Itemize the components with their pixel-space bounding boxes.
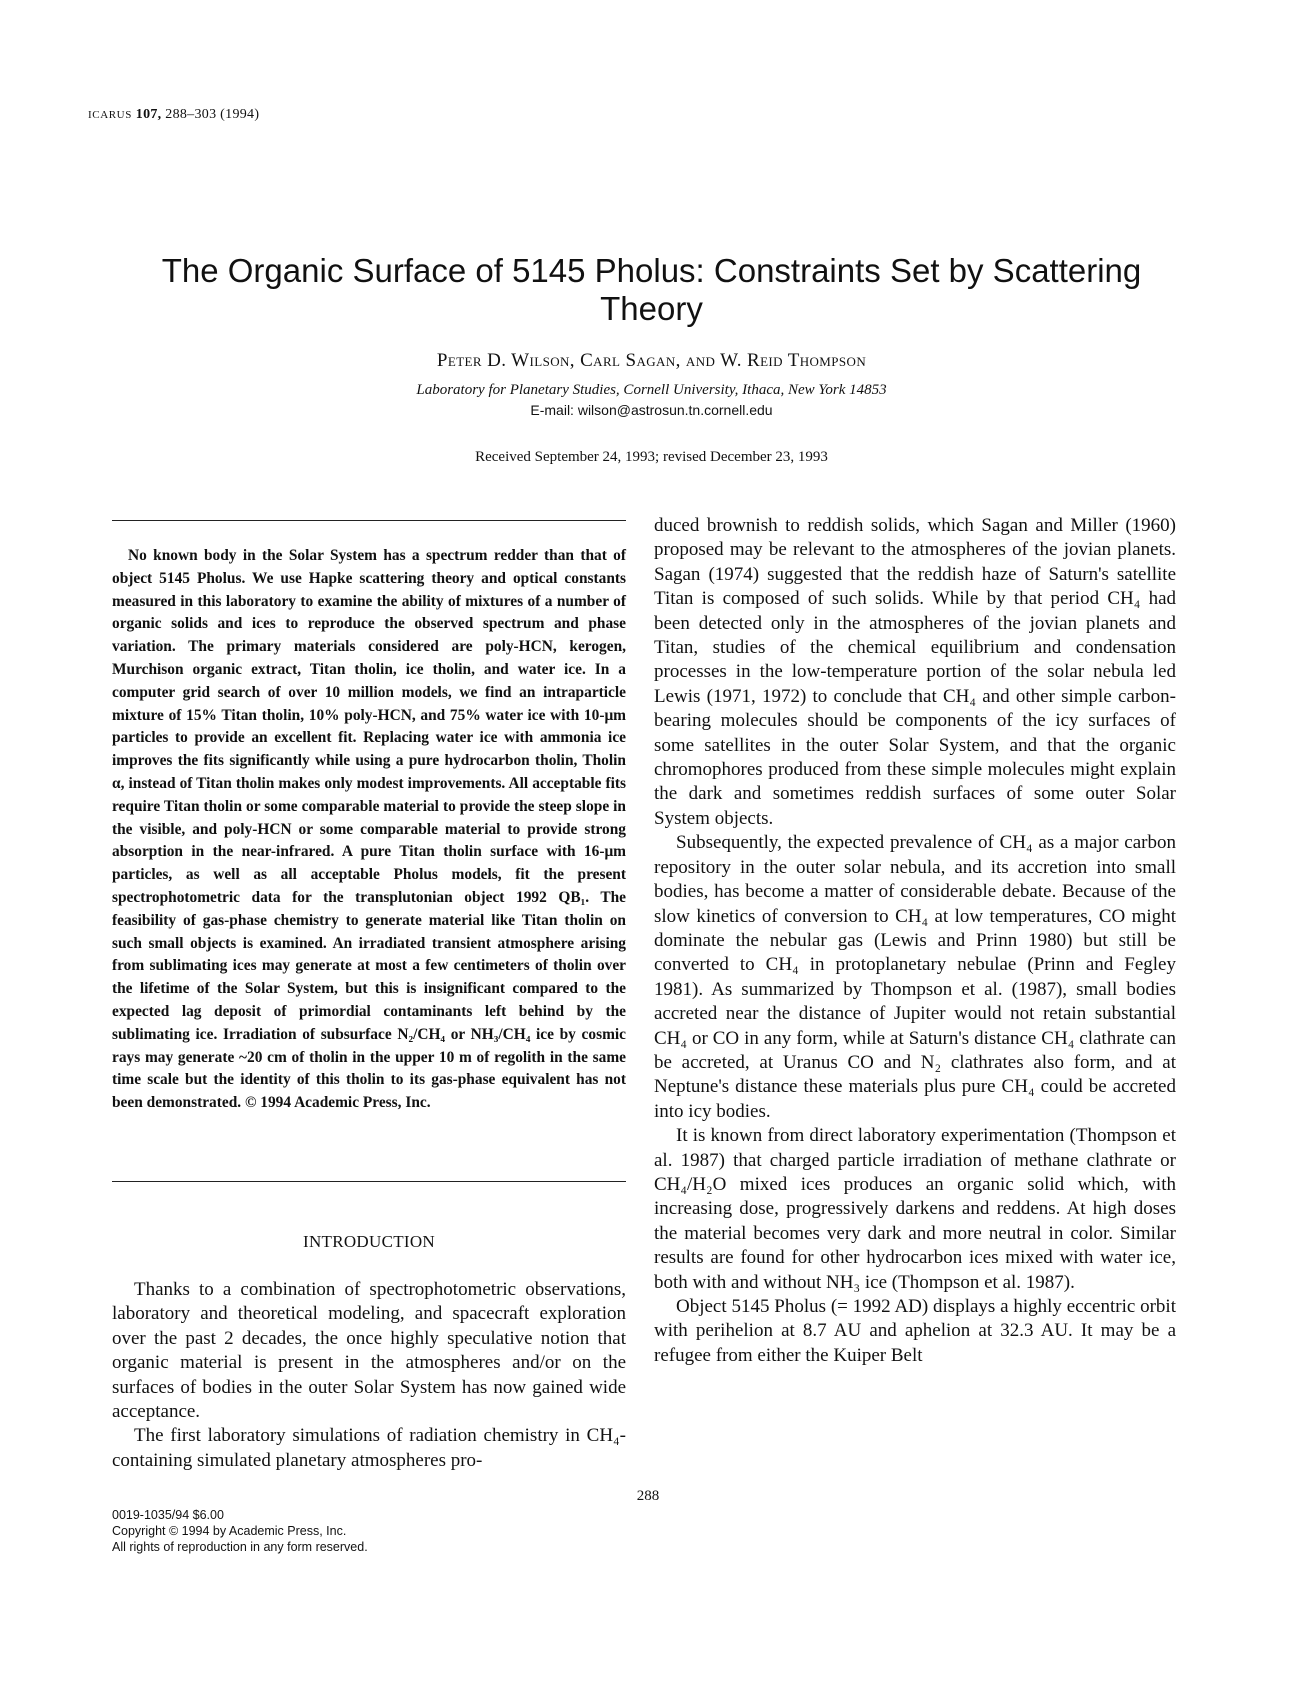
body-paragraph: It is known from direct laboratory experimentation (Thompson et al. 1987) that charged particle irradiation of methane clathrate or CH₄/H₂O mixed ices produces an organic solid which, with increasing dose, progressively darkens and reddens. At high doses the material becomes very dark and more neutral in color. Similar results are found for other hydrocarbon ices mixed with water ice, both with and without NH₃ ice (Thompson et al. 1987). xyxy=(654,1125,1176,1293)
body-paragraph: The first laboratory simulations of radiation chemistry in CH₄-containing simulated planetary atmospheres pro- xyxy=(112,1425,626,1471)
copyright-footer xyxy=(112,1507,368,1555)
body-paragraph: Thanks to a combination of spectrophotometric observations, laboratory and theoretical modeling, and spacecraft exploration over the past 2 decades, the once highly speculative notion that organic material is present in the atmospheres and/or on the surfaces of bodies in the outer Solar System has now gained wide acceptance. xyxy=(112,1279,626,1423)
section-heading-introduction: INTRODUCTION xyxy=(302,1232,436,1251)
rights-line: All rights of reproduction in any form reserved. xyxy=(112,1540,368,1554)
body-paragraph: duced brownish to reddish solids, which Sagan and Miller (1960) proposed may be relevant to the atmospheres of the jovian planets. Sagan (1974) suggested that the reddish haze of Saturn's satellite Titan is composed of such solids. While by that period CH₄ had been detected only in the atmospheres of the jovian planets and Titan, studies of the chemical equilibrium and condensation processes in the low-temperature portion of the solar nebula led Lewis (1971, 1972) to conclude that CH₄ and other simple carbon-bearing molecules should be components of the icy surfaces of some satellites in the outer Solar System, and that the organic chromophores produced from these simple molecules might explain the dark and sometimes reddish surfaces of some outer Solar System objects. xyxy=(654,515,1176,829)
journal-name: ICARUS xyxy=(88,109,132,121)
journal-pages-year: 288–303 (1994) xyxy=(165,107,260,122)
abstract: No known body in the Solar System has a spectrum redder than that of object 5145 Pholus. We use Hapke scattering theory and optical constants measured in this laboratory to examine the ability of mixtures of a number of organic solids and ices to reproduce the observed spectrum and phase variation. The primary materials considered are poly-HCN, kerogen, Murchison organic extract, Titan tholin, ice tholin, and water ice. In a computer grid search of over 10 million models, we find an intraparticle mixture of 15% Titan tholin, 10% poly-HCN, and 75% water ice with 10-μm particles to provide an excellent fit. Replacing water ice with ammonia ice improves the fits significantly while using a pure hydrocarbon tholin, Tholin α, instead of Titan tholin makes only modest improvements. All acceptable fits require Titan tholin or some comparable material to provide the steep slope in the visible, and poly-HCN or some comparable material to provide strong absorption in the near-infrared. A pure Titan tholin surface with 16-μm particles, as well as all acceptable Pholus models, fit the present spectrophotometric data for the transplutonian object 1992 QB₁. The feasibility of gas-phase chemistry to generate material like Titan tholin on such small objects is examined. An irradiated transient atmosphere arising from sublimating ices may generate at most a few centimeters of tholin over the lifetime of the Solar System, but this is insignificant compared to the expected lag deposit of primordial contaminants left behind by the sublimating ice. Irradiation of subsurface N₂/CH₄ or NH₃/CH₄ ice by cosmic rays may generate ~20 cm of tholin in the upper 10 m of regolith in the same time scale but the identity of this tholin to its gas-phase equivalent has not been demonstrated. © 1994 Academic Press, Inc. xyxy=(112,547,626,1112)
abstract-top-rule xyxy=(112,520,626,521)
right-column-body xyxy=(654,514,1176,1368)
paper-title: The Organic Surface of 5145 Pholus: Constraints Set by Scattering Theory xyxy=(161,252,1142,327)
body-paragraph: Subsequently, the expected prevalence of CH₄ as a major carbon repository in the outer solar nebula, and its accretion into small bodies, has become a matter of considerable debate. Because of the slow kinetics of conversion to CH₄ at low temperatures, CO might dominate the nebular gas (Lewis and Prinn 1980) but still be converted to CH₄ in protoplanetary nebulae (Prinn and Fegley 1981). As summarized by Thompson et al. (1987), small bodies accreted near the distance of Jupiter would not retain substantial CH₄ or CO in any form, while at Saturn's distance CH₄ clathrate can be accreted, at Uranus CO and N₂ clathrates also form, and at Neptune's distance these materials plus pure CH₄ could be accreted into icy bodies. xyxy=(654,832,1176,1122)
journal-header xyxy=(88,107,259,123)
journal-volume: 107, xyxy=(135,107,162,122)
abstract-bottom-rule xyxy=(112,1181,626,1182)
article-code: 0019-1035/94 $6.00 xyxy=(112,1508,224,1522)
author-email: E-mail: wilson@astrosun.tn.cornell.edu xyxy=(530,402,773,418)
body-paragraph: Object 5145 Pholus (= 1992 AD) displays a highly eccentric orbit with perihelion at 8.7 AU and aphelion at 32.3 AU. It may be a refugee from either the Kuiper Belt xyxy=(654,1296,1176,1366)
copyright-line: Copyright © 1994 by Academic Press, Inc. xyxy=(112,1524,347,1538)
received-dates: Received September 24, 1993; revised December 23, 1993 xyxy=(475,449,828,465)
left-column-body xyxy=(112,1278,626,1473)
author-affiliation: Laboratory for Planetary Studies, Cornell University, Ithaca, New York 14853 xyxy=(416,382,887,398)
page-number: 288 xyxy=(636,1488,660,1504)
paper-authors: Peter D. Wilson, Carl Sagan, and W. Reid Thompson xyxy=(436,350,867,371)
